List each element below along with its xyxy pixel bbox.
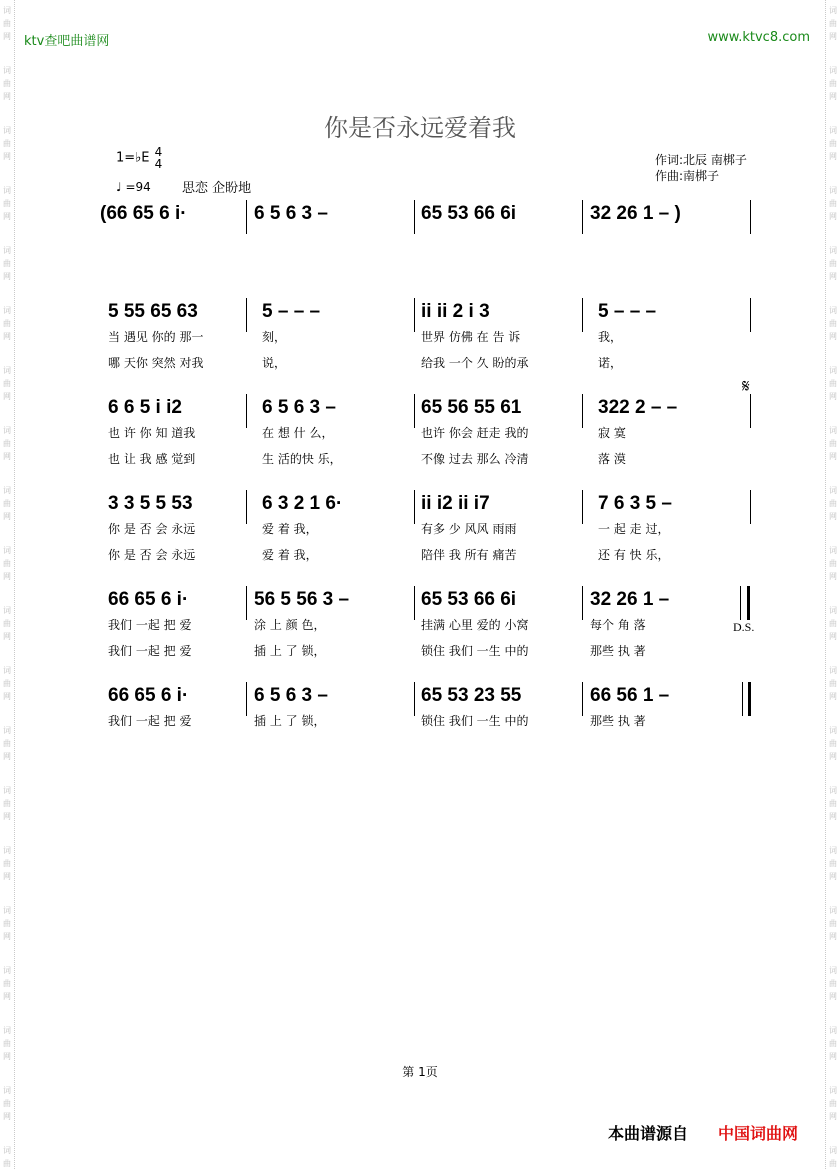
watermark-glyph: 曲 — [829, 379, 837, 388]
barline — [750, 394, 751, 428]
watermark-glyph: 曲 — [3, 739, 11, 748]
song-title: 你是否永远爱着我 — [324, 114, 516, 142]
barline — [246, 394, 247, 428]
time-bottom: 4 — [154, 157, 163, 171]
measure-3: 65 53 66 6i — [421, 203, 517, 224]
watermark-glyph: 词 — [829, 366, 837, 375]
watermark-glyph: 词 — [3, 1086, 11, 1095]
watermark-glyph: 网 — [829, 212, 837, 221]
key-label: 1=♭E — [116, 150, 150, 166]
lyric-line-2: 落 漠 — [598, 452, 626, 466]
watermark-glyph: 曲 — [3, 1039, 11, 1048]
watermark-glyph: 网 — [829, 512, 837, 521]
watermark-glyph: 曲 — [3, 859, 11, 868]
watermark-glyph: 网 — [829, 152, 837, 161]
lyric-line-1: 世界 仿佛 在 告 诉 — [421, 330, 521, 344]
barline — [246, 490, 247, 524]
measure-3: 65 53 23 55 — [421, 685, 522, 706]
measure-1: 5 55 65 63 — [108, 301, 198, 322]
watermark-glyph: 曲 — [3, 799, 11, 808]
watermark-glyph: 网 — [829, 1112, 837, 1121]
watermark-glyph: 曲 — [3, 259, 11, 268]
watermark-glyph: 曲 — [829, 559, 837, 568]
watermark-glyph: 网 — [829, 932, 837, 941]
watermark-glyph: 网 — [3, 572, 11, 581]
barline — [414, 394, 415, 428]
measure-1: (66 65 6 i· — [100, 203, 187, 224]
watermark-glyph: 曲 — [829, 1159, 837, 1168]
measure-2: 5 – – – — [262, 301, 321, 322]
measure-3: ii i2 ii i7 — [421, 493, 490, 514]
site-name-left: ktv查吧曲谱网 — [24, 34, 110, 49]
lyric-line-2: 你 是 否 会 永远 — [108, 548, 196, 562]
watermark-glyph: 网 — [829, 872, 837, 881]
right-watermark-strip — [825, 0, 840, 1169]
watermark-glyph: 网 — [3, 32, 11, 41]
watermark-glyph: 曲 — [3, 499, 11, 508]
lyric-line-2: 生 活的快 乐， — [262, 452, 342, 466]
watermark-glyph: 网 — [3, 872, 11, 881]
watermark-glyph: 曲 — [3, 19, 11, 28]
watermark-glyph: 网 — [829, 392, 837, 401]
lyric-line-2: 也 让 我 感 觉到 — [108, 452, 196, 466]
watermark-glyph: 曲 — [3, 559, 11, 568]
watermark-glyph: 网 — [829, 452, 837, 461]
watermark-glyph: 网 — [829, 332, 837, 341]
watermark-glyph: 词 — [829, 186, 837, 195]
watermark-glyph: 网 — [3, 512, 11, 521]
watermark-glyph: 词 — [3, 1026, 11, 1035]
watermark-glyph: 词 — [829, 1146, 837, 1155]
watermark-glyph: 网 — [3, 332, 11, 341]
watermark-glyph: 网 — [829, 1052, 837, 1061]
measure-4: 7 6 3 5 – — [598, 493, 672, 514]
lyric-line-1: 我们 一起 把 爱 — [108, 618, 192, 632]
watermark-glyph: 词 — [829, 246, 837, 255]
measure-2: 6 5 6 3 – — [254, 685, 328, 706]
watermark-glyph: 曲 — [3, 1099, 11, 1108]
lyric-line-1: 锁住 我们 一生 中的 — [421, 714, 529, 728]
watermark-glyph: 词 — [829, 546, 837, 555]
barline — [582, 490, 583, 524]
segno-sign: 𝄋 — [742, 376, 750, 397]
key-signature — [116, 146, 162, 170]
repeat-barline-thin — [740, 586, 741, 620]
watermark-glyph: 网 — [829, 752, 837, 761]
watermark-glyph: 词 — [829, 426, 837, 435]
watermark-glyph: 词 — [3, 906, 11, 915]
lyric-line-2: 插 上 了 锁， — [254, 644, 326, 658]
watermark-glyph: 曲 — [3, 79, 11, 88]
barline — [414, 586, 415, 620]
watermark-glyph: 词 — [829, 126, 837, 135]
lyric-line-1: 也许 你会 赶走 我的 — [421, 426, 529, 440]
watermark-glyph: 词 — [3, 846, 11, 855]
watermark-glyph: 曲 — [3, 319, 11, 328]
watermark-glyph: 曲 — [829, 319, 837, 328]
watermark-glyph: 曲 — [829, 739, 837, 748]
measure-1: 66 65 6 i· — [108, 685, 189, 706]
watermark-glyph: 曲 — [3, 199, 11, 208]
watermark-glyph: 词 — [829, 906, 837, 915]
lyric-line-2: 诺， — [598, 356, 623, 370]
watermark-glyph: 网 — [3, 1052, 11, 1061]
watermark-glyph: 词 — [3, 66, 11, 75]
watermark-glyph: 网 — [829, 692, 837, 701]
watermark-glyph: 网 — [829, 992, 837, 1001]
watermark-glyph: 词 — [829, 846, 837, 855]
lyric-line-1: 涂 上 颜 色， — [254, 618, 326, 632]
barline — [582, 298, 583, 332]
site-url-right: www.ktvc8.com — [707, 30, 810, 45]
composer: 作曲:南梆子 — [655, 169, 720, 183]
watermark-glyph: 网 — [3, 1112, 11, 1121]
watermark-glyph: 网 — [3, 152, 11, 161]
barline — [414, 298, 415, 332]
watermark-glyph: 词 — [829, 786, 837, 795]
barline — [582, 586, 583, 620]
barline — [750, 490, 751, 524]
measure-4: 5 – – – — [598, 301, 657, 322]
lyric-line-1: 插 上 了 锁， — [254, 714, 326, 728]
watermark-glyph: 网 — [829, 572, 837, 581]
watermark-glyph: 网 — [3, 632, 11, 641]
barline — [750, 298, 751, 332]
watermark-glyph: 词 — [3, 366, 11, 375]
lyric-line-2: 锁住 我们 一生 中的 — [421, 644, 529, 658]
barline — [582, 394, 583, 428]
barline — [414, 200, 415, 234]
watermark-glyph: 词 — [3, 486, 11, 495]
watermark-glyph: 词 — [3, 126, 11, 135]
lyric-line-2: 我们 一起 把 爱 — [108, 644, 192, 658]
watermark-glyph: 曲 — [3, 979, 11, 988]
lyric-line-1: 在 想 什 么， — [262, 426, 334, 440]
watermark-glyph: 网 — [3, 92, 11, 101]
watermark-glyph: 词 — [829, 966, 837, 975]
watermark-glyph: 词 — [3, 306, 11, 315]
lyric-line-1: 爱 着 我， — [262, 522, 318, 536]
lyric-line-2: 陪伴 我 所有 痛苦 — [421, 548, 517, 562]
barline — [414, 682, 415, 716]
expression-marking: 思恋 企盼地 — [182, 181, 252, 196]
lyric-line-2: 不像 过去 那么 冷清 — [421, 452, 529, 466]
watermark-glyph: 曲 — [829, 859, 837, 868]
page-number: 第 1页 — [402, 1065, 438, 1079]
measure-2: 6 5 6 3 – — [262, 397, 336, 418]
watermark-glyph: 词 — [3, 1146, 11, 1155]
watermark-glyph: 词 — [3, 786, 11, 795]
watermark-glyph: 曲 — [829, 1039, 837, 1048]
barline — [246, 682, 247, 716]
lyric-line-1: 有多 少 风风 雨雨 — [421, 522, 517, 536]
measure-4: 66 56 1 – — [590, 685, 670, 706]
watermark-glyph: 曲 — [829, 259, 837, 268]
watermark-glyph: 网 — [3, 692, 11, 701]
measure-3: ii ii 2 i 3 — [421, 301, 490, 322]
barline — [750, 200, 751, 234]
watermark-glyph: 曲 — [3, 1159, 11, 1168]
measure-3: 65 56 55 61 — [421, 397, 522, 418]
watermark-glyph: 词 — [3, 246, 11, 255]
watermark-glyph: 曲 — [3, 619, 11, 628]
watermark-glyph: 词 — [829, 606, 837, 615]
barline — [246, 200, 247, 234]
lyric-line-2: 说， — [262, 356, 287, 370]
final-barline-thin — [742, 682, 743, 716]
lyric-line-2: 哪 天你 突然 对我 — [108, 356, 204, 370]
watermark-glyph: 词 — [3, 726, 11, 735]
watermark-glyph: 曲 — [829, 619, 837, 628]
time-top: 4 — [154, 145, 163, 159]
measure-1: 66 65 6 i· — [108, 589, 189, 610]
measure-2: 6 3 2 1 6· — [262, 493, 343, 514]
watermark-glyph: 网 — [3, 752, 11, 761]
measure-2: 56 5 56 3 – — [254, 589, 350, 610]
source-brand: 中国词曲网 — [718, 1124, 799, 1143]
lyric-line-2: 爱 着 我， — [262, 548, 318, 562]
watermark-glyph: 网 — [3, 452, 11, 461]
barline — [582, 682, 583, 716]
watermark-glyph: 曲 — [3, 919, 11, 928]
left-watermark-strip — [0, 0, 15, 1169]
watermark-glyph: 曲 — [829, 919, 837, 928]
lyric-line-1: 每个 角 落 — [590, 618, 646, 632]
watermark-glyph: 词 — [3, 666, 11, 675]
watermark-glyph: 曲 — [829, 979, 837, 988]
barline — [582, 200, 583, 234]
watermark-glyph: 词 — [829, 1026, 837, 1035]
watermark-glyph: 网 — [829, 32, 837, 41]
watermark-glyph: 网 — [3, 392, 11, 401]
watermark-glyph: 曲 — [829, 799, 837, 808]
watermark-glyph: 曲 — [829, 499, 837, 508]
lyric-line-2: 还 有 快 乐， — [598, 548, 670, 562]
watermark-glyph: 词 — [829, 486, 837, 495]
lyric-line-1: 一 起 走 过， — [598, 522, 670, 536]
watermark-glyph: 词 — [3, 606, 11, 615]
measure-2: 6 5 6 3 – — [254, 203, 328, 224]
dal-segno-mark: D.S. — [733, 620, 755, 634]
watermark-glyph: 曲 — [3, 679, 11, 688]
watermark-glyph: 词 — [829, 666, 837, 675]
watermark-glyph: 词 — [3, 426, 11, 435]
lyric-line-1: 我们 一起 把 爱 — [108, 714, 192, 728]
watermark-glyph: 网 — [3, 812, 11, 821]
watermark-glyph: 词 — [3, 6, 11, 15]
watermark-glyph: 曲 — [829, 1099, 837, 1108]
lyric-line-2: 给我 一个 久 盼的承 — [421, 356, 529, 370]
lyricist: 作词:北辰 南梆子 — [655, 153, 747, 167]
lyric-line-1: 当 遇见 你的 那一 — [108, 330, 204, 344]
tempo-marking: ♩ =94 — [116, 180, 151, 194]
watermark-glyph: 词 — [829, 66, 837, 75]
lyric-line-1: 刻， — [262, 330, 287, 344]
watermark-glyph: 网 — [3, 212, 11, 221]
watermark-glyph: 曲 — [829, 199, 837, 208]
watermark-glyph: 曲 — [3, 139, 11, 148]
watermark-glyph: 网 — [829, 632, 837, 641]
lyric-line-1: 也 许 你 知 道我 — [108, 426, 196, 440]
measure-4: 32 26 1 – — [590, 589, 670, 610]
watermark-glyph: 网 — [3, 272, 11, 281]
watermark-glyph: 词 — [3, 186, 11, 195]
final-barline-thick — [748, 682, 751, 716]
watermark-glyph: 词 — [829, 1086, 837, 1095]
repeat-barline-thick — [747, 586, 750, 620]
watermark-glyph: 曲 — [829, 679, 837, 688]
watermark-glyph: 词 — [3, 966, 11, 975]
measure-4: 322 2 – – — [598, 397, 678, 418]
barline — [246, 586, 247, 620]
watermark-glyph: 网 — [3, 932, 11, 941]
measure-1: 6 6 5 i i2 — [108, 397, 182, 418]
lyric-line-2: 那些 执 著 — [590, 644, 646, 658]
watermark-glyph: 曲 — [829, 79, 837, 88]
watermark-glyph: 曲 — [829, 439, 837, 448]
watermark-glyph: 曲 — [829, 19, 837, 28]
watermark-glyph: 曲 — [3, 379, 11, 388]
watermark-glyph: 网 — [3, 992, 11, 1001]
lyric-line-1: 我， — [598, 330, 623, 344]
watermark-glyph: 网 — [829, 812, 837, 821]
lyric-line-1: 挂满 心里 爱的 小窝 — [421, 618, 529, 632]
watermark-glyph: 网 — [829, 272, 837, 281]
lyric-line-1: 寂 寞 — [598, 426, 626, 440]
measure-3: 65 53 66 6i — [421, 589, 517, 610]
watermark-glyph: 词 — [829, 306, 837, 315]
watermark-glyph: 曲 — [3, 439, 11, 448]
time-signature — [155, 146, 163, 170]
watermark-glyph: 网 — [829, 92, 837, 101]
lyric-line-1: 你 是 否 会 永远 — [108, 522, 196, 536]
watermark-glyph: 词 — [829, 726, 837, 735]
credits — [655, 152, 747, 184]
measure-4: 32 26 1 – ) — [590, 203, 681, 224]
lyric-line-1: 那些 执 著 — [590, 714, 646, 728]
source-prefix: 本曲谱源自 — [608, 1124, 689, 1143]
barline — [414, 490, 415, 524]
watermark-glyph: 词 — [3, 546, 11, 555]
watermark-glyph: 词 — [829, 6, 837, 15]
measure-1: 3 3 5 5 53 — [108, 493, 193, 514]
barline — [246, 298, 247, 332]
watermark-glyph: 曲 — [829, 139, 837, 148]
